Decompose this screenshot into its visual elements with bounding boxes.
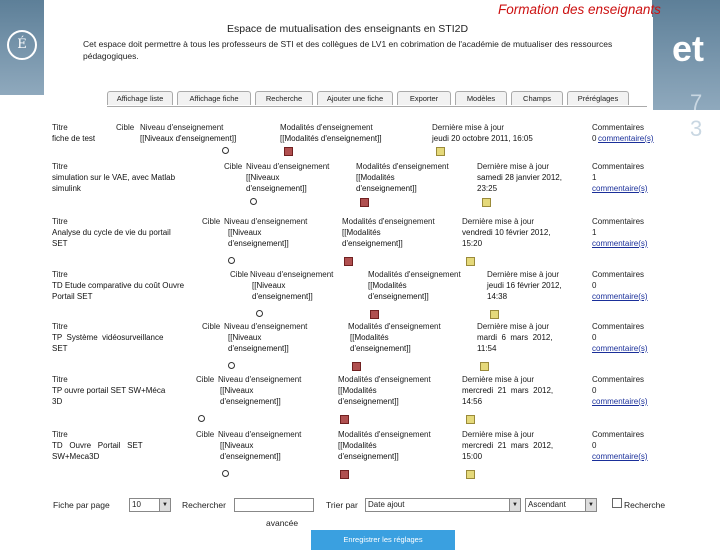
maj-header: Dernière mise à jour (462, 217, 535, 226)
modalites-header: Modalités d'enseignement (368, 270, 461, 279)
advanced-search-label: avancée (266, 518, 299, 528)
commentaires-header: Commentaires (592, 270, 645, 279)
search-label: Rechercher (182, 500, 226, 510)
cible-header: Cible (116, 123, 135, 132)
fiche-modalites: [[Modalités d'enseignement]] (356, 173, 417, 193)
cible-header: Cible (196, 375, 215, 384)
fiche-maj: jeudi 16 février 2012, 14:38 (487, 281, 562, 301)
maj-header: Dernière mise à jour (477, 162, 550, 171)
fiche-comments-link[interactable]: commentaire(s) (592, 239, 648, 248)
cible-header: Cible (230, 270, 249, 279)
search-input[interactable] (234, 498, 314, 512)
academy-logo-icon: É (7, 30, 37, 60)
fiche-comments-link[interactable]: commentaire(s) (592, 397, 648, 406)
sort-value: Date ajout (368, 500, 405, 509)
commentaires-header: Commentaires (592, 162, 645, 171)
edit-icon[interactable] (466, 470, 475, 479)
niveau-header: Niveau d'enseignement (224, 217, 308, 226)
niveau-header: Niveau d'enseignement (250, 270, 334, 279)
modalites-header: Modalités d'enseignement (342, 217, 435, 226)
fiche-niveau: [[Niveaux d'enseignement]] (220, 386, 281, 406)
commentaires-header: Commentaires (592, 217, 645, 226)
fiche-comments-count: 1 (592, 228, 597, 237)
search-icon[interactable] (228, 257, 235, 264)
fiche-comments-link[interactable]: commentaire(s) (592, 452, 648, 461)
titre-header: Titre (52, 430, 68, 439)
fiche-maj: mardi 6 mars 2012, 11:54 (477, 333, 553, 353)
maj-header: Dernière mise à jour (462, 430, 535, 439)
maj-header: Dernière mise à jour (487, 270, 560, 279)
maj-header: Dernière mise à jour (477, 322, 550, 331)
search-icon[interactable] (222, 147, 229, 154)
fiche-maj: mercredi 21 mars 2012, 14:56 (462, 386, 554, 406)
fiche-niveau: [[Niveaux d'enseignement]] (228, 228, 289, 248)
fiche-titre: simulation sur le VAE, avec Matlab simulink (52, 173, 176, 193)
tab-champs[interactable]: Champs (511, 91, 563, 105)
fiche-modalites: [[Modalités d'enseignement]] (280, 134, 382, 143)
niveau-header: Niveau d'enseignement (140, 123, 224, 132)
chevron-down-icon: ▼ (509, 499, 520, 511)
edit-icon[interactable] (436, 147, 445, 156)
tab-exporter[interactable]: Exporter (397, 91, 451, 105)
fiche-maj: jeudi 20 octobre 2011, 16:05 (432, 134, 533, 143)
edit-icon[interactable] (490, 310, 499, 319)
per-page-value: 10 (132, 500, 141, 509)
edit-icon[interactable] (466, 257, 475, 266)
tab-bar (107, 91, 647, 107)
fiche-niveau: [[Niveaux d'enseignement]] (220, 441, 281, 461)
page-title: Espace de mutualisation des enseignants en STI2D (227, 23, 469, 35)
maj-header: Dernière mise à jour (462, 375, 535, 384)
cible-header: Cible (202, 322, 221, 331)
fiche-titre: TP Système vidéosurveillance SET (52, 333, 164, 353)
niveau-header: Niveau d'enseignement (246, 162, 330, 171)
fiche-comments-link[interactable]: commentaire(s) (592, 292, 648, 301)
search-checkbox[interactable] (612, 498, 622, 508)
sort-select[interactable] (365, 498, 521, 512)
fiche-titre: TD Etude comparative du coût Ouvre Portail SET (52, 281, 185, 301)
fiche-comments-link[interactable]: commentaire(s) (598, 134, 654, 143)
fiche-comments-count: 1 (592, 173, 597, 182)
fiche-comments-link[interactable]: commentaire(s) (592, 344, 648, 353)
fiche-maj: vendredi 10 février 2012, 15:20 (462, 228, 551, 248)
search-icon[interactable] (222, 470, 229, 477)
chevron-down-icon: ▼ (585, 499, 596, 511)
titre-header: Titre (52, 217, 68, 226)
slide-brand-sub: 7 3 (690, 90, 703, 141)
commentaires-header: Commentaires (592, 322, 645, 331)
fiche-titre: Analyse du cycle de vie du portail SET (52, 228, 171, 248)
titre-header: Titre (52, 162, 68, 171)
tab-affichage-fiche[interactable]: Affichage fiche (177, 91, 251, 105)
fiche-titre: TP ouvre portail SET SW+Méca 3D (52, 386, 166, 406)
delete-icon[interactable] (370, 310, 379, 319)
niveau-header: Niveau d'enseignement (218, 430, 302, 439)
modalites-header: Modalités d'enseignement (338, 430, 431, 439)
fiche-niveau: [[Niveaux d'enseignement]] (140, 134, 237, 143)
titre-header: Titre (52, 270, 68, 279)
fiche-modalites: [[Modalités d'enseignement]] (342, 228, 403, 248)
delete-icon[interactable] (340, 415, 349, 424)
edit-icon[interactable] (466, 415, 475, 424)
mutualisation-app (47, 17, 666, 544)
delete-icon[interactable] (360, 198, 369, 207)
fiche-titre: fiche de test (52, 134, 96, 143)
fiche-niveau: [[Niveaux d'enseignement]] (246, 173, 307, 193)
edit-icon[interactable] (482, 198, 491, 207)
commentaires-header: Commentaires (592, 430, 645, 439)
per-page-select[interactable] (129, 498, 171, 512)
cible-header: Cible (224, 162, 243, 171)
search-icon[interactable] (256, 310, 263, 317)
modalites-header: Modalités d'enseignement (280, 123, 373, 132)
sort-label: Trier par (326, 500, 358, 510)
fiche-maj: samedi 28 janvier 2012, 23:25 (477, 173, 562, 193)
cible-header: Cible (196, 430, 215, 439)
delete-icon[interactable] (352, 362, 361, 371)
cible-header: Cible (202, 217, 221, 226)
save-settings-button[interactable]: Enregistrer les réglages (311, 530, 455, 550)
order-select[interactable] (525, 498, 597, 512)
chevron-down-icon: ▼ (159, 499, 170, 511)
fiche-maj: mercredi 21 mars 2012, 15:00 (462, 441, 554, 461)
slide-header-title: Formation des enseignants (498, 2, 661, 17)
fiche-comments-count: 0 (592, 386, 597, 395)
tab-affichage-liste[interactable]: Affichage liste (107, 91, 173, 105)
fiche-niveau: [[Niveaux d'enseignement]] (228, 333, 289, 353)
titre-header: Titre (52, 123, 68, 132)
tab-modeles[interactable]: Modèles (455, 91, 507, 105)
order-value: Ascendant (528, 500, 566, 509)
edit-icon[interactable] (480, 362, 489, 371)
titre-header: Titre (52, 375, 68, 384)
maj-header: Dernière mise à jour (432, 123, 505, 132)
titre-header: Titre (52, 322, 68, 331)
per-page-label: Fiche par page (53, 500, 110, 510)
delete-icon[interactable] (344, 257, 353, 266)
delete-icon[interactable] (284, 147, 293, 156)
modalites-header: Modalités d'enseignement (338, 375, 431, 384)
fiche-niveau: [[Niveaux d'enseignement]] (252, 281, 313, 301)
page-description: Cet espace doit permettre à tous les professeurs de STI et des collègues de LV1 en cobrimation de l'académie de mutualiser des ressources pédagogiques. (83, 39, 613, 61)
fiche-titre: TD Ouvre Portail SET SW+Meca3D (52, 441, 143, 461)
niveau-header: Niveau d'enseignement (218, 375, 302, 384)
commentaires-header: Commentaires (592, 123, 645, 132)
tab-prereglages[interactable]: Préréglages (567, 91, 629, 105)
search-checkbox-label: Recherche (624, 500, 666, 510)
fiche-comments-count: 0 (592, 333, 597, 342)
search-icon[interactable] (198, 415, 205, 422)
search-icon[interactable] (228, 362, 235, 369)
fiche-comments-count: 0 (592, 134, 597, 143)
modalites-header: Modalités d'enseignement (356, 162, 449, 171)
fiche-modalites: [[Modalités d'enseignement]] (338, 441, 399, 461)
niveau-header: Niveau d'enseignement (224, 322, 308, 331)
delete-icon[interactable] (340, 470, 349, 479)
search-icon[interactable] (250, 198, 257, 205)
slide-brand-text: et (672, 28, 705, 69)
fiche-modalites: [[Modalités d'enseignement]] (338, 386, 399, 406)
fiche-comments-count: 0 (592, 441, 597, 450)
modalites-header: Modalités d'enseignement (348, 322, 441, 331)
tab-recherche[interactable]: Recherche (255, 91, 313, 105)
fiche-modalites: [[Modalités d'enseignement]] (368, 281, 429, 301)
fiche-comments-count: 0 (592, 281, 597, 290)
commentaires-header: Commentaires (592, 375, 645, 384)
fiche-modalites: [[Modalités d'enseignement]] (350, 333, 411, 353)
tab-ajouter-fiche[interactable]: Ajouter une fiche (317, 91, 393, 105)
fiche-comments-link[interactable]: commentaire(s) (592, 184, 648, 193)
list-settings-footer (47, 495, 666, 544)
slide-left-band (0, 0, 44, 95)
